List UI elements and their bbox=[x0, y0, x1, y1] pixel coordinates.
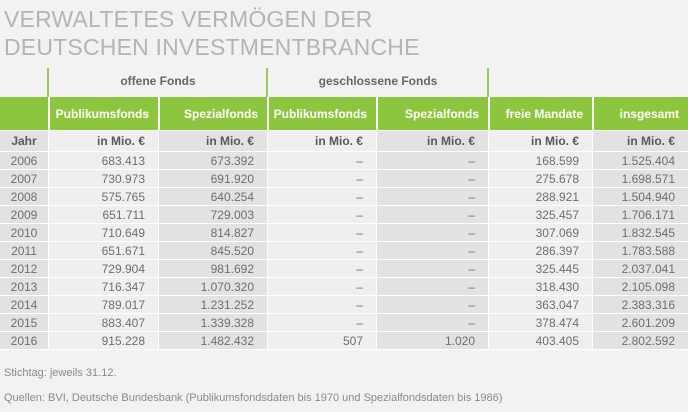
table-row bbox=[0, 224, 688, 242]
year-cell: 2008 bbox=[0, 188, 48, 206]
group-label-geschlossene-fonds: geschlossene Fonds bbox=[318, 74, 438, 88]
group-tick bbox=[487, 68, 489, 97]
table-row bbox=[0, 332, 688, 350]
footnote-quellen: Quellen: BVI, Deutsche Bundesbank (Publikumsfondsdaten bis 1970 und Spezialfondsdaten bis 1986) bbox=[4, 392, 503, 404]
group-tick bbox=[266, 68, 268, 97]
year-cell: 2014 bbox=[0, 296, 48, 314]
value-cell: 275.678 bbox=[488, 170, 592, 188]
value-cell: – bbox=[267, 260, 376, 278]
value-cell: – bbox=[376, 152, 488, 170]
value-cell: – bbox=[376, 296, 488, 314]
year-cell: 2007 bbox=[0, 170, 48, 188]
table-row bbox=[0, 152, 688, 170]
value-cell: – bbox=[376, 314, 488, 332]
value-cell: 845.520 bbox=[158, 242, 267, 260]
col-header-freie-mandate: freie Mandate bbox=[488, 97, 592, 130]
group-label-offene-fonds: offene Fonds bbox=[120, 74, 196, 88]
year-cell: 2010 bbox=[0, 224, 48, 242]
table-row bbox=[0, 188, 688, 206]
col-header-publikumsfonds-geschlossen: Publikumsfonds bbox=[267, 97, 376, 130]
value-cell: – bbox=[376, 260, 488, 278]
group-tick bbox=[47, 68, 49, 97]
value-cell: 2.105.098 bbox=[592, 278, 688, 296]
value-cell: 2.383.316 bbox=[592, 296, 688, 314]
value-cell: 2.601.209 bbox=[592, 314, 688, 332]
value-cell: 651.711 bbox=[48, 206, 158, 224]
value-cell: 363.047 bbox=[488, 296, 592, 314]
footnote-stichtag: Stichtag: jeweils 31.12. bbox=[4, 367, 117, 379]
table-row bbox=[0, 260, 688, 278]
value-cell: 403.405 bbox=[488, 332, 592, 350]
value-cell: 1.339.328 bbox=[158, 314, 267, 332]
year-column-label: Jahr bbox=[0, 130, 48, 152]
value-cell: – bbox=[267, 188, 376, 206]
value-cell: 789.017 bbox=[48, 296, 158, 314]
value-cell: 2.802.592 bbox=[592, 332, 688, 350]
value-cell: 1.070.320 bbox=[158, 278, 267, 296]
value-cell: 575.765 bbox=[48, 188, 158, 206]
unit-cell: in Mio. € bbox=[592, 130, 688, 152]
value-cell: 325.457 bbox=[488, 206, 592, 224]
column-group-band bbox=[0, 61, 688, 97]
value-cell: – bbox=[267, 170, 376, 188]
table-row bbox=[0, 170, 688, 188]
value-cell: 378.474 bbox=[488, 314, 592, 332]
value-cell: 651.671 bbox=[48, 242, 158, 260]
year-cell: 2016 bbox=[0, 332, 48, 350]
col-header-spezialfonds-geschlossen: Spezialfonds bbox=[376, 97, 488, 130]
header-row bbox=[0, 97, 688, 130]
value-cell: 1.832.545 bbox=[592, 224, 688, 242]
value-cell: 168.599 bbox=[488, 152, 592, 170]
page-title bbox=[0, 0, 688, 61]
value-cell: 730.973 bbox=[48, 170, 158, 188]
table-row bbox=[0, 242, 688, 260]
value-cell: – bbox=[267, 314, 376, 332]
value-cell: – bbox=[376, 242, 488, 260]
value-cell: – bbox=[267, 278, 376, 296]
value-cell: – bbox=[267, 242, 376, 260]
value-cell: – bbox=[376, 278, 488, 296]
value-cell: 2.037.041 bbox=[592, 260, 688, 278]
col-header-insgesamt: insgesamt bbox=[592, 97, 688, 130]
value-cell: – bbox=[376, 170, 488, 188]
value-cell: 1.231.252 bbox=[158, 296, 267, 314]
value-cell: 507 bbox=[267, 332, 376, 350]
table-row bbox=[0, 206, 688, 224]
value-cell: 673.392 bbox=[158, 152, 267, 170]
unit-cell: in Mio. € bbox=[488, 130, 592, 152]
year-cell: 2015 bbox=[0, 314, 48, 332]
page-title-line1: VERWALTETES VERMÖGEN DER bbox=[4, 6, 373, 32]
value-cell: 1.482.432 bbox=[158, 332, 267, 350]
value-cell: 640.254 bbox=[158, 188, 267, 206]
table-row bbox=[0, 314, 688, 332]
year-cell: 2006 bbox=[0, 152, 48, 170]
value-cell: 1.698.571 bbox=[592, 170, 688, 188]
value-cell: 286.397 bbox=[488, 242, 592, 260]
unit-cell: in Mio. € bbox=[158, 130, 267, 152]
value-cell: – bbox=[267, 152, 376, 170]
data-table bbox=[0, 97, 688, 350]
value-cell: – bbox=[376, 224, 488, 242]
year-cell: 2011 bbox=[0, 242, 48, 260]
value-cell: 1.783.588 bbox=[592, 242, 688, 260]
unit-cell: in Mio. € bbox=[48, 130, 158, 152]
footnotes bbox=[0, 367, 688, 404]
unit-cell: in Mio. € bbox=[267, 130, 376, 152]
value-cell: 716.347 bbox=[48, 278, 158, 296]
value-cell: 325.445 bbox=[488, 260, 592, 278]
value-cell: 883.407 bbox=[48, 314, 158, 332]
col-header-publikumsfonds-offen: Publikumsfonds bbox=[48, 97, 158, 130]
value-cell: 691.920 bbox=[158, 170, 267, 188]
col-header-spezialfonds-offen: Spezialfonds bbox=[158, 97, 267, 130]
value-cell: – bbox=[376, 206, 488, 224]
value-cell: 1.525.404 bbox=[592, 152, 688, 170]
value-cell: 729.904 bbox=[48, 260, 158, 278]
value-cell: 981.692 bbox=[158, 260, 267, 278]
value-cell: 729.003 bbox=[158, 206, 267, 224]
value-cell: – bbox=[267, 206, 376, 224]
value-cell: 1.504.940 bbox=[592, 188, 688, 206]
value-cell: 1.706.171 bbox=[592, 206, 688, 224]
year-cell: 2012 bbox=[0, 260, 48, 278]
value-cell: – bbox=[267, 296, 376, 314]
table-header bbox=[0, 97, 688, 130]
table-body bbox=[0, 152, 688, 350]
value-cell: 307.069 bbox=[488, 224, 592, 242]
table-row bbox=[0, 296, 688, 314]
year-cell: 2013 bbox=[0, 278, 48, 296]
table-row bbox=[0, 278, 688, 296]
value-cell: – bbox=[376, 188, 488, 206]
value-cell: 1.020 bbox=[376, 332, 488, 350]
col-header-jahr-spacer bbox=[0, 97, 48, 130]
value-cell: 710.649 bbox=[48, 224, 158, 242]
unit-cell: in Mio. € bbox=[376, 130, 488, 152]
value-cell: – bbox=[267, 224, 376, 242]
value-cell: 683.413 bbox=[48, 152, 158, 170]
value-cell: 318.430 bbox=[488, 278, 592, 296]
year-cell: 2009 bbox=[0, 206, 48, 224]
value-cell: 288.921 bbox=[488, 188, 592, 206]
unit-row bbox=[0, 130, 688, 152]
value-cell: 814.827 bbox=[158, 224, 267, 242]
page-title-line2: DEUTSCHEN INVESTMENTBRANCHE bbox=[4, 34, 420, 60]
value-cell: 915.228 bbox=[48, 332, 158, 350]
